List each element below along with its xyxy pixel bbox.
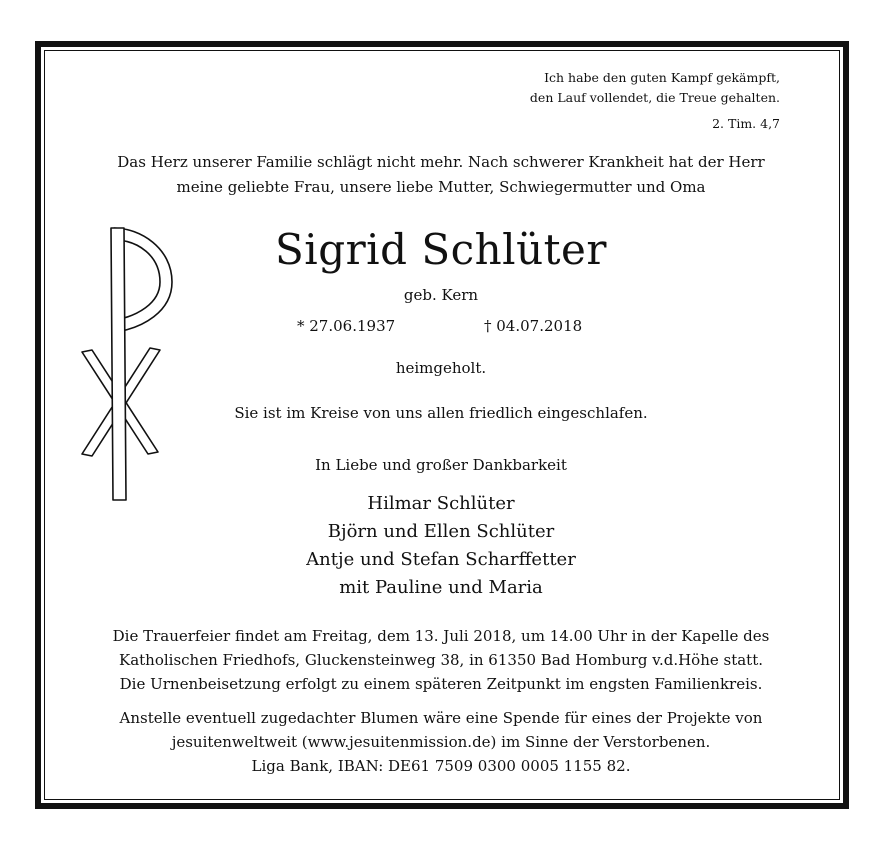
with-love-text: In Liebe und großer Dankbarkeit xyxy=(315,456,567,474)
life-dates xyxy=(0,315,882,337)
funeral-info xyxy=(60,624,822,696)
peaceful-text: Sie ist im Kreise von uns allen friedlich eingeschlafen. xyxy=(234,404,648,422)
mourner-name: Antje und Stefan Scharffetter xyxy=(306,549,576,570)
mourner-name: Hilmar Schlüter xyxy=(367,493,515,514)
mourner-name: mit Pauline und Maria xyxy=(339,577,543,598)
deceased-name: Sigrid Schlüter xyxy=(275,225,607,274)
called-home-text: heimgeholt. xyxy=(395,359,487,377)
quote-line: den Lauf vollendet, die Treue gehalten. xyxy=(529,90,780,105)
quote-reference: 2. Tim. 4,7 xyxy=(712,116,780,131)
donation-line: jesuitenweltweit (www.jesuitenmission.de) im Sinne der Verstorbenen. xyxy=(171,733,711,751)
donation-line: Liga Bank, IBAN: DE61 7509 0300 0005 1155 82. xyxy=(251,757,631,775)
birth-date: * 27.06.1937 xyxy=(297,317,396,335)
funeral-line: Die Trauerfeier findet am Freitag, dem 13. Juli 2018, um 14.00 Uhr in der Kapelle des xyxy=(112,627,770,645)
intro-line: Das Herz unserer Familie schlägt nicht mehr. Nach schwerer Krankheit hat der Herr xyxy=(117,153,765,171)
death-date: † 04.07.2018 xyxy=(484,317,583,335)
intro-line: meine geliebte Frau, unsere liebe Mutter, Schwiegermutter und Oma xyxy=(176,178,706,196)
quote-line: Ich habe den guten Kampf gekämpft, xyxy=(544,70,780,85)
bible-quote xyxy=(420,68,780,134)
mourner-name: Björn und Ellen Schlüter xyxy=(327,521,555,542)
mourners-list xyxy=(160,490,722,602)
funeral-line: Katholischen Friedhofs, Gluckensteinweg 38, in 61350 Bad Homburg v.d.Höhe statt. xyxy=(118,651,764,669)
maiden-name: geb. Kern xyxy=(403,286,479,304)
intro-text xyxy=(60,150,822,200)
donation-info xyxy=(60,706,822,778)
funeral-line: Die Urnenbeisetzung erfolgt zu einem späteren Zeitpunkt im engsten Familienkreis. xyxy=(119,675,763,693)
donation-line: Anstelle eventuell zugedachter Blumen wäre eine Spende für eines der Projekte von xyxy=(119,709,763,727)
